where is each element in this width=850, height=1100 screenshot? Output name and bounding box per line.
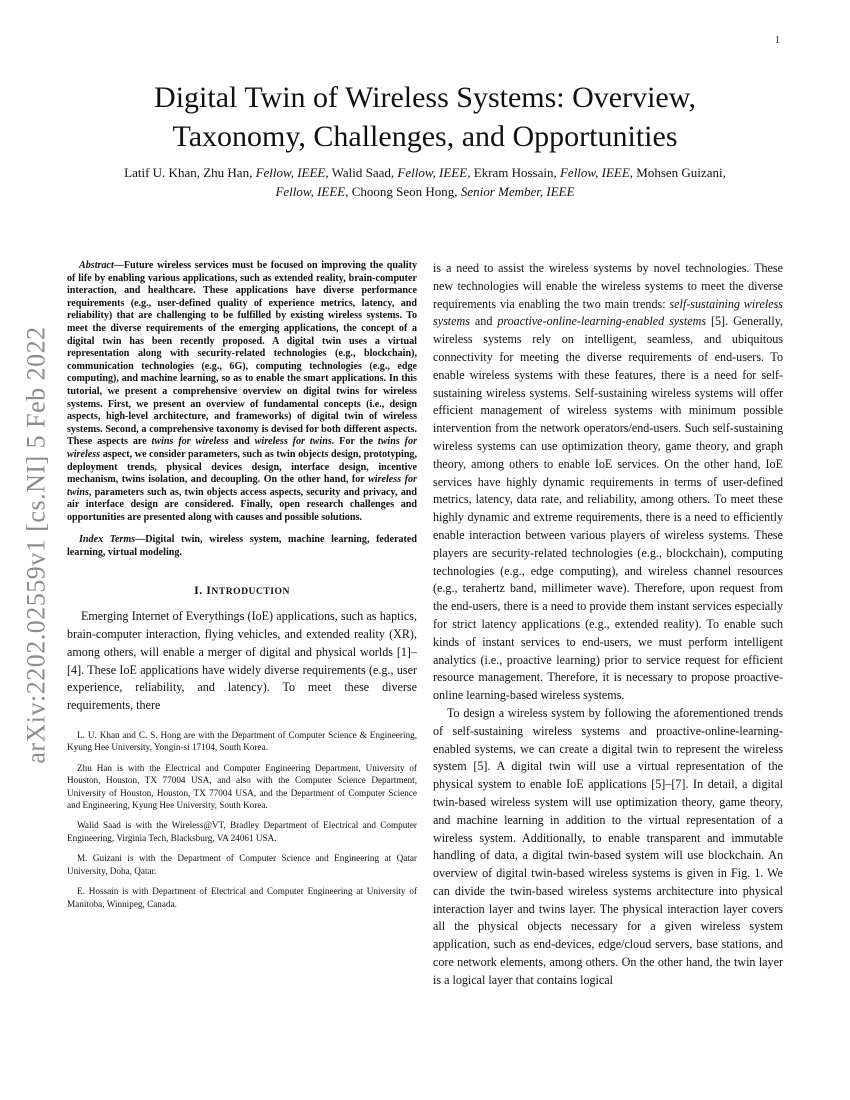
right-paragraph-1-italic-1: self-sustaining wireless systems [433,296,783,329]
right-paragraph-1-text-b: and [469,314,498,329]
author-grade-2: Fellow, IEEE [397,165,468,180]
footnote-hossain: E. Hossain is with Department of Electrical and Computer Engineering at University of Manitoba, Winnipeg, Canada. [67,886,417,909]
right-paragraph-1-text-a: is a need to assist the wireless systems by novel technologies. These new technologies will enable the wireless systems to meet the diverse requirements via enabling the two main trends: [433,261,783,311]
abstract-italic-4: wireless for twins [67,474,417,498]
arxiv-identifier-text: arXiv:2202.02559v1 [cs.NI] 5 Feb 2022 [22,326,51,764]
abstract-label: Abstract [79,260,114,271]
footnote-guizani: M. Guizani is with the Department of Computer Science and Engineering at Qatar University, Doha, Qatar. [67,853,417,876]
right-column [433,260,783,990]
index-terms-label: Index Terms [79,534,136,546]
footnote-saad: Walid Saad is with the Wireless@VT, Bradley Department of Electrical and Computer Engineering, Virginia Tech, Blacksburg, VA 24061 USA. [67,820,417,843]
abstract-text-3: . For the [331,436,378,448]
page-number: 1 [775,35,780,46]
section-heading-introduction [67,582,417,601]
index-terms [67,534,417,559]
abstract-italic-1: twins for wireless [151,436,229,448]
abstract-italic-3: twins for wireless [67,436,417,460]
author-grade-3: Fellow, IEEE [559,165,630,180]
index-terms-text: —Digital twin, wireless system, machine learning, federated learning, virtual modeling. [67,534,417,559]
title-line-1: Digital Twin of Wireless Systems: Overview, [154,81,696,114]
abstract-text-1: —Future wireless services must be focused on improving the quality of life by enabling various applications, such as extended reality, brain-computer interaction, and healthcare. These applications have diverse performance requirements (e.g., user-defined quality of experience metrics, latency, and reliability) that are challenging to be fulfilled by existing wireless systems. To meet the diverse requirements of the emerging applications, the concept of a digital twin has been recently proposed. A digital twin uses a virtual representation along with security-related technologies (e.g., blockchain), communication technologies (e.g., 6G), computing technologies (e.g., edge computing), and machine learning, so as to enable the smart applications. In this tutorial, we present a comprehensive overview on digital twins for wireless systems. First, we present an overview of fundamental concepts (i.e., design aspects, high-level architecture, and frameworks) of digital twin of wireless systems. Second, a comprehensive taxonomy is devised for both different aspects. These aspects are [67,260,417,448]
right-paragraph-1 [433,260,783,705]
author-names-5: , Choong Seon Hong, [345,184,461,199]
author-names-1: Latif U. Khan, Zhu Han, [124,165,256,180]
abstract [67,260,417,524]
abstract-italic-2: wireless for twins [254,436,332,448]
introduction-paragraph-1: Emerging Internet of Everythings (IoE) applications, such as haptics, brain-computer interaction, flying vehicles, and extended reality (XR), among others, will enable a merger of digital and physical worlds [1]–[4]. These IoE applications have widely diverse requirements (e.g., user experience, reliability, and latency). To meet these diverse requirements, there [67,609,417,713]
author-grade-1: Fellow, IEEE [255,165,326,180]
right-paragraph-2: To design a wireless system by following the aforementioned trends of self-sustaining wireless systems and proactive-online-learning-enabled systems, we can create a digital twin to represent the wireless system [5]. A digital twin will use a virtual representation of the physical system to enable IoE applications [5]–[7]. In detail, a digital twin-based wireless system will use optimization theory, game theory, and machine learning in addition to the virtual representation of a wireless system. Additionally, to enable transparent and immutable handling of data, a digital twin-based system will use blockchain. An overview of digital twin-based wireless systems is given in Fig. 1. We can divide the twin-based wireless systems architecture into physical interaction layer and twins layer. The physical interaction layer covers all the physical objects necessary for a given wireless system application, such as end-devices, edge/cloud servers, base stations, and core network elements, among others. On the other hand, the twin layer is a logical layer that contains logical [433,705,783,987]
right-paragraph-1-text-c: [5]. Generally, wireless systems rely on intelligent, seamless, and ubiquitous connectivity for meeting the diverse requirements of end-users. To enable wireless systems with these features, there is a need for self-sustaining wireless systems. Self-sustaining wireless systems will offer efficient management of wireless systems with minimum possible intervention from the network operators/end-users. Such self-sustaining wireless systems can use optimization theory, game theory, and graph theory, among others to enable IoE services. On the other hand, IoE services have highly dynamic requirements in terms of user-defined metrics, latency, data rate, and reliability, among others. To meet these highly dynamic and extreme requirements, there is a need to efficiently enable interaction between various players of wireless systems. These players are security-related technologies (e.g., blockchain), computing technologies (e.g., edge computing), and wireless channel resources (e.g., terahertz band, millimeter wave). Therefore, upon request from the end-users, there is a need to provide them instant services especially for strict latency applications (e.g., extended reality). To enable such kinds of instant services to end-users, we must perform intelligent analytics (i.e., proactive learning) prior to service request for efficient resource management. Therefore, it is necessary to propose proactive-online learning-based wireless systems. [433,314,783,703]
title-line-2: Taxonomy, Challenges, and Opportunities [172,120,678,153]
footnote-khan-hong: L. U. Khan and C. S. Hong are with the Department of Computer Science & Engineering, Kyung Hee University, Yongin-si 17104, South Korea. [67,730,417,753]
abstract-text-5: , parameters such as, twin objects access aspects, security and privacy, and air interface design are considered. Finally, open research challenges and opportunities are presented along with causes and possible solutions. [67,486,417,523]
right-paragraph-1-italic-2: proactive-online-learning-enabled systems [497,314,707,329]
paper-title [60,78,790,156]
section-numeral: I. [194,582,207,597]
section-title-initial: I [206,582,212,597]
author-grade-4: Fellow, IEEE [275,184,346,199]
footnotes [67,729,417,910]
author-names-3: , Ekram Hossain, [467,165,560,180]
author-grade-5: Senior Member, IEEE [460,184,575,199]
abstract-text-2: and [228,436,255,448]
left-column [67,260,417,918]
footnote-han: Zhu Han is with the Electrical and Computer Engineering Department, University of Houston, Houston, TX 77004 USA, and also with the Computer Science Department, University of Houston, Houston, TX 77004 USA, and the Department of Computer Science and Engineering, Kyung Hee University, South Korea. [67,762,417,811]
abstract-text-4: aspect, we consider parameters, such as twin objects design, prototyping, deployment trends, physical devices design, interface design, incentive mechanism, twins isolation, and decoupling. On the other hand, for [67,448,417,486]
author-list [120,163,730,201]
author-names-2: , Walid Saad, [325,165,398,180]
author-names-4: , Mohsen Guizani, [629,165,726,180]
arxiv-identifier [2,310,72,780]
section-title-rest: NTRODUCTION [211,585,290,597]
